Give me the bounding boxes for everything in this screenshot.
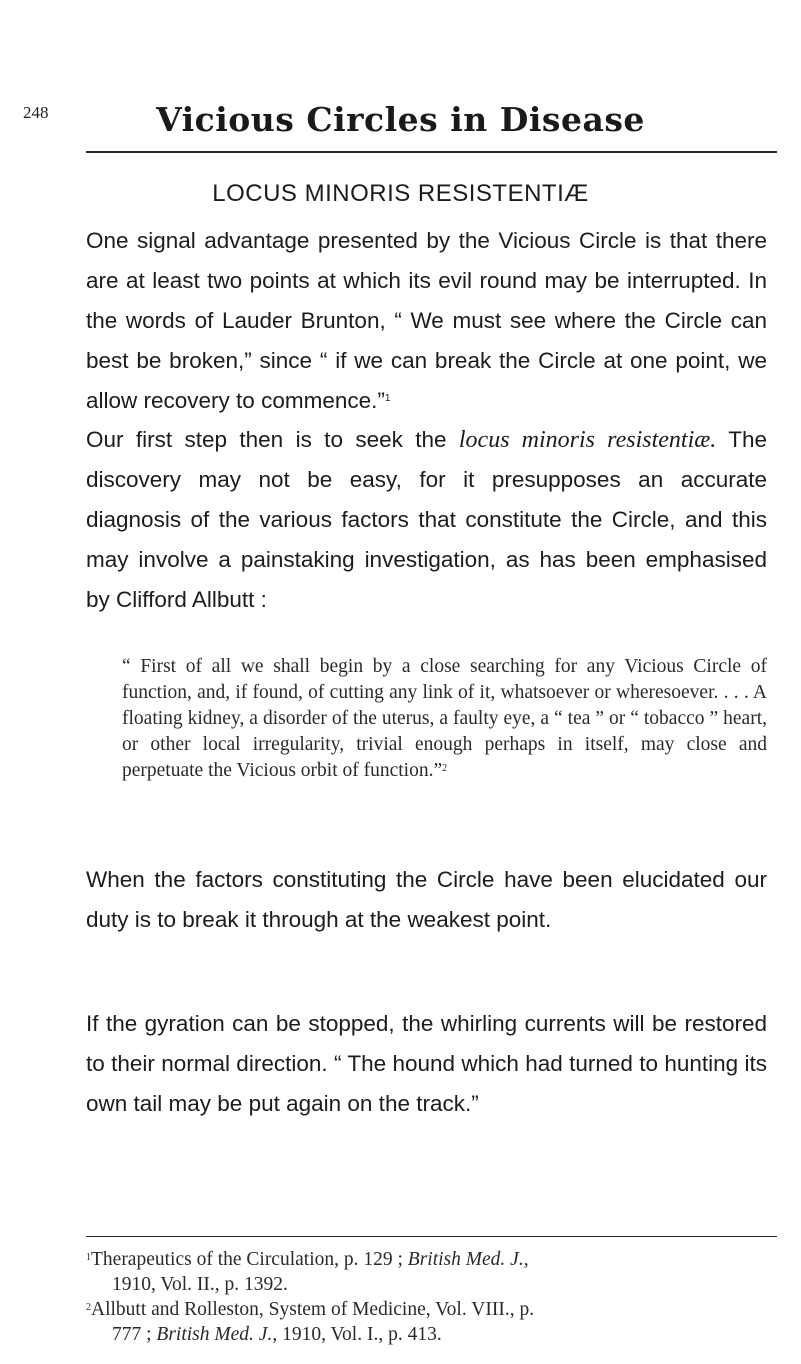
paragraph-4-text: If the gyration can be stopped, the whirling currents will be restored to their normal direction. “ The hound which had turned to hunting its own tail may be put again on the track.”	[86, 1011, 767, 1116]
footnote-2-line2-before: 777 ;	[112, 1324, 157, 1345]
footnote-ref-1: 1	[384, 393, 391, 404]
paragraph-1	[86, 221, 767, 421]
paragraph-4	[86, 1004, 767, 1124]
footnote-1-line2: 1910, Vol. II., p. 1392.	[112, 1274, 288, 1295]
footnote-1	[86, 1247, 767, 1297]
footnote-2-line1: Allbutt and Rolleston, System of Medicine, Vol. VIII., p.	[91, 1299, 535, 1320]
paragraph-2-text-before: Our first step then is to seek the	[86, 427, 459, 452]
paragraph-2	[86, 420, 767, 620]
page-number: 248	[23, 103, 49, 122]
paragraph-1-text: One signal advantage presented by the Vicious Circle is that there are at least two points at which its evil round may be interrupted. In the words of Lauder Brunton, “ We must see where the Circle can best be broken,” since “ if we can break the Circle at one point, we allow recovery to commence.”	[86, 228, 767, 413]
running-head: Vicious Circles in Disease	[156, 100, 645, 139]
footnote-1-journal: British Med. J.,	[407, 1249, 529, 1270]
block-quote-text: “ First of all we shall begin by a close searching for any Vicious Circle of function, and, if found, of cutting any link of it, whatsoever or wheresoever. . . . A floating kidney, a disorder of the uterus, a faulty eye, a “ tea ” or “ tobacco ” heart, or other local irregularity, trivial enough perhaps in itself, may close and perpetuate the Vicious orbit of function.”	[122, 656, 767, 781]
block-quote	[122, 654, 767, 784]
section-heading: LOCUS MINORIS RESISTENTIÆ	[212, 180, 589, 207]
paragraph-3-text: When the factors constituting the Circle have been elucidated our duty is to break it through at the weakest point.	[86, 867, 767, 932]
footnote-rule	[86, 1236, 777, 1237]
header-rule	[86, 151, 777, 153]
footnote-2	[86, 1297, 767, 1347]
footnote-2-marker: 2	[86, 1302, 91, 1313]
paragraph-2-italic: locus minoris resistentiæ.	[458, 427, 717, 453]
paragraph-2-text-after: The discovery may not be easy, for it presupposes an accurate diagnosis of the various factors that constitute the Circle, and this may involve a painstaking investigation, as has been emphasised by Clifford Allbutt :	[86, 427, 768, 612]
footnote-2-journal: British Med. J.,	[156, 1324, 278, 1345]
footnote-1-marker: 1	[86, 1252, 91, 1263]
footnote-2-line2: 1910, Vol. I., p. 413.	[277, 1324, 442, 1345]
footnote-1-line1: Therapeutics of the Circulation, p. 129 ;	[91, 1249, 408, 1270]
footnote-ref-2: 2	[442, 763, 448, 774]
paragraph-3	[86, 860, 767, 940]
